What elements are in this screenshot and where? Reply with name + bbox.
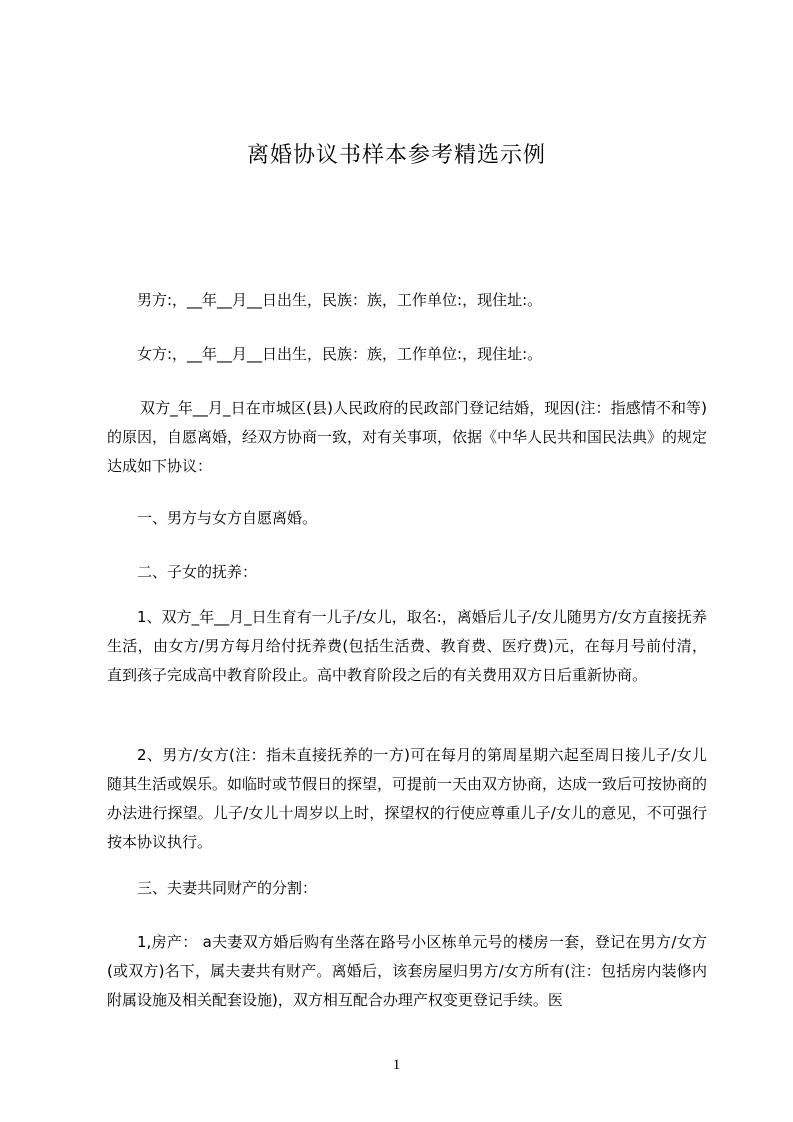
document-title: 离婚协议书样本参考精选示例	[246, 143, 546, 168]
page-number: 1	[392, 1057, 401, 1073]
paragraph-clause-3-item-1: 1,房产： a夫妻双方婚后购有坐落在路号小区栋单元号的楼房一套，登记在男方/女方(或双方)名下，属夫妻共有财产。离婚后，该套房屋归男方/女方所有(注：包括房内装修内附属设施及相关配套设施)，双方相互配合办理产权变更登记手续。医	[107, 933, 707, 1009]
paragraph-clause-2-heading: 二、子女的抚养：	[137, 563, 258, 581]
paragraph-clause-2-item-2: 2、男方/女方(注：指未直接抚养的一方)可在每月的第周星期六起至周日接儿子/女儿随其生活或娱乐。如临时或节假日的探望，可提前一天由双方协商，达成一致后可按协商的办法进行探望。儿子/女儿十周岁以上时，探望权的行使应尊重儿子/女儿的意见，不可强行按本协议执行。	[107, 746, 708, 851]
paragraph-marriage-background: 双方_年__月_日在市城区(县)人民政府的民政部门登记结婚，现因(注：指感情不和等)的原因，自愿离婚，经双方协商一致，对有关事项，依据《中华人民共和国民法典》的规定达成如下协议：	[107, 399, 708, 475]
paragraph-clause-1: 一、男方与女方自愿离婚。	[137, 509, 318, 527]
paragraph-female-party: 女方:，__年__月__日出生，民族：族，工作单位:，现住址:。	[137, 345, 543, 363]
paragraph-clause-3-heading: 三、夫妻共同财产的分割：	[137, 879, 318, 897]
paragraph-male-party: 男方:，__年__月__日出生，民族：族，工作单位:，现住址:。	[137, 291, 543, 309]
paragraph-clause-2-item-1: 1、双方_年__月_日生育有一儿子/女儿，取名:，离婚后儿子/女儿随男方/女方直接抚养生活，由女方/男方每月给付抚养费(包括生活费、教育费、医疗费)元，在每月号前付清，直到孩子完成高中教育阶段止。高中教育阶段之后的有关费用双方日后重新协商。	[107, 608, 707, 684]
